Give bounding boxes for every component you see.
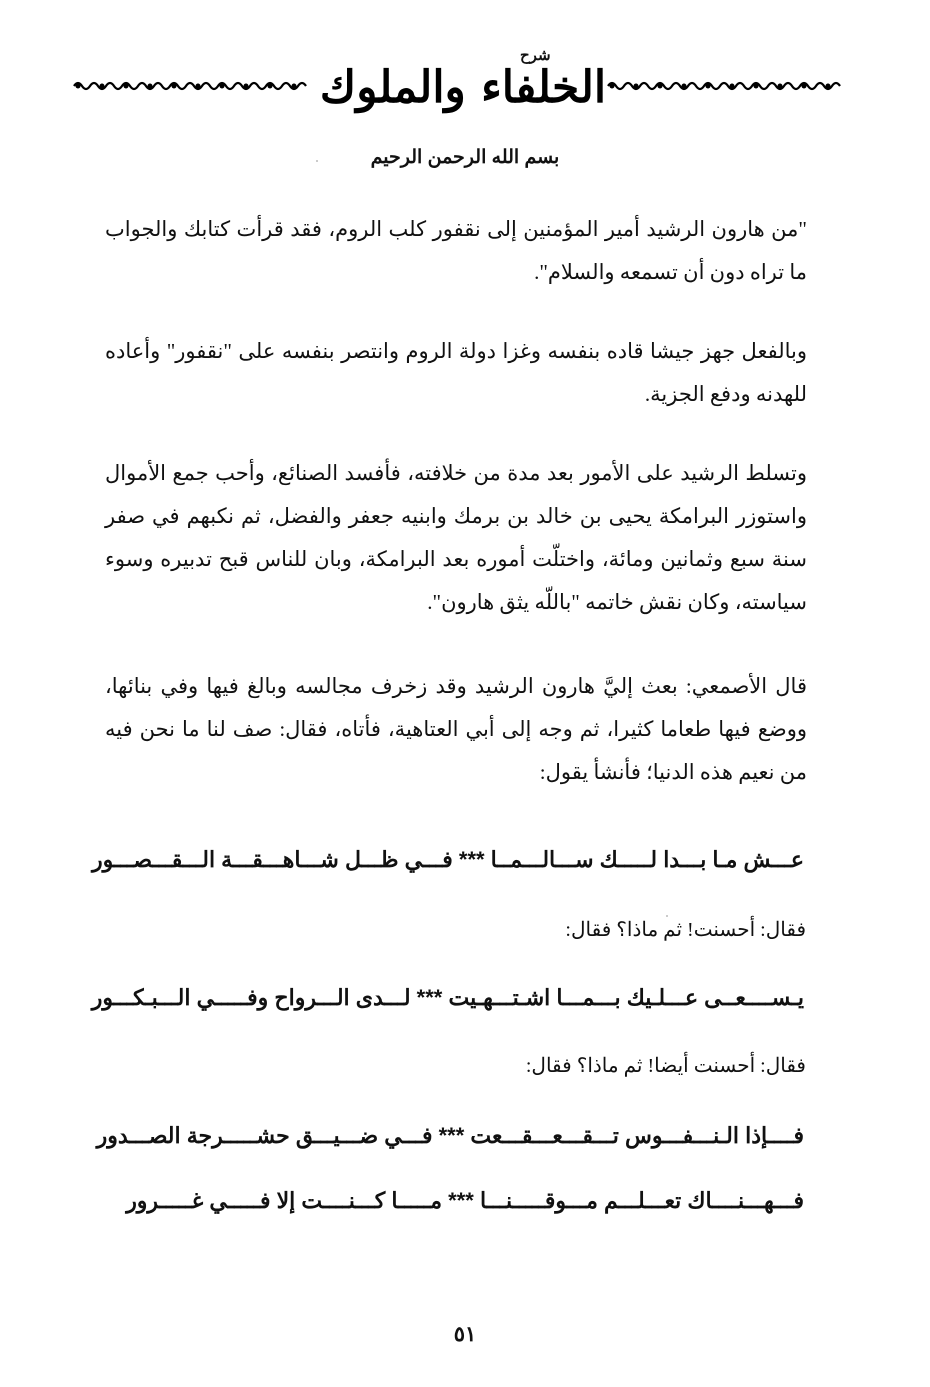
header-small-label: شرح (520, 46, 551, 64)
reply-line-1: فقال: أحسنت! ثم ماذا؟ فقال: (565, 919, 806, 941)
paragraph-asmai: قال الأصمعي: بعث إليَّ هارون الرشيد وقد زخرف مجالسه وبالغ فيها وفي بنائها، ووضع فيها طعاما كثيرا، ثم وجه إلى أبي العتاهية، فأتاه، فقال: صف لنا ما نحن فيه من نعيم هذه الدنيا؛ فأنشأ يقول: (105, 674, 807, 784)
verse-line-1: عـــش مـا بـــدا لـــــك ســـالـــمــا *** فـــي ظـــل شـــاهـــقـــة الـــقـــصـــور (92, 847, 804, 872)
page-number: ٥١ (453, 1323, 477, 1346)
verse-line-3: فــــإذا الـنـــفـــوس تـــقـــعـــقـــعت *** فـــي ضـــيـــق حشـــــرجة الصـــدور (96, 1123, 804, 1148)
decorative-border-icon (606, 79, 842, 93)
ornament-band-right (606, 78, 842, 94)
paragraph-barmakids: وتسلط الرشيد على الأمور بعد مدة من خلافته، فأفسد الصنائع، وأحب جمع الأموال واستوزر البرامكة يحيى بن خالد بن برمك وابنيه جعفر والفضل، ثم نكبهم في صفر سنة سبع وثمانين ومائة، واختلّت أموره بعد البرامكة، وبان للناس قبح تدبيره وسوء سياسته، وكان نقش خاتمه "باللّه يثق هارون". (105, 461, 807, 614)
scan-speck (316, 160, 318, 162)
header-calligraphy-title: الخلفاء والملوك (319, 61, 607, 113)
ornament-band-left (72, 78, 312, 94)
verse-line-4: فـــهـــنــــاك تعـــلـــم مـــوقـــــنـــا *** مـــــا كـــنــــت إلا فـــــي غـــــرور (126, 1188, 804, 1213)
page-header (0, 40, 930, 130)
reply-line-2: فقال: أحسنت أيضا! ثم ماذا؟ فقال: (525, 1055, 806, 1077)
basmala-heading: بسم الله الرحمن الرحيم (370, 147, 560, 168)
verse-line-2: يـســــعــى عـــلـيك بـــمـــا اشـتـــهـيت *** لـــدى الـــرواح وفـــــي الـــبـكـــور (91, 985, 804, 1010)
scan-speck (666, 915, 668, 917)
paragraph-letter: "من هارون الرشيد أمير المؤمنين إلى نقفور كلب الروم، فقد قرأت كتابك والجواب ما تراه دون أن تسمعه والسلام". (105, 217, 807, 284)
paragraph-campaign: وبالفعل جهز جيشا قاده بنفسه وغزا دولة الروم وانتصر بنفسه على "نقفور" وأعاده للهدنه ودفع الجزية. (105, 339, 807, 406)
decorative-border-icon (72, 79, 312, 93)
